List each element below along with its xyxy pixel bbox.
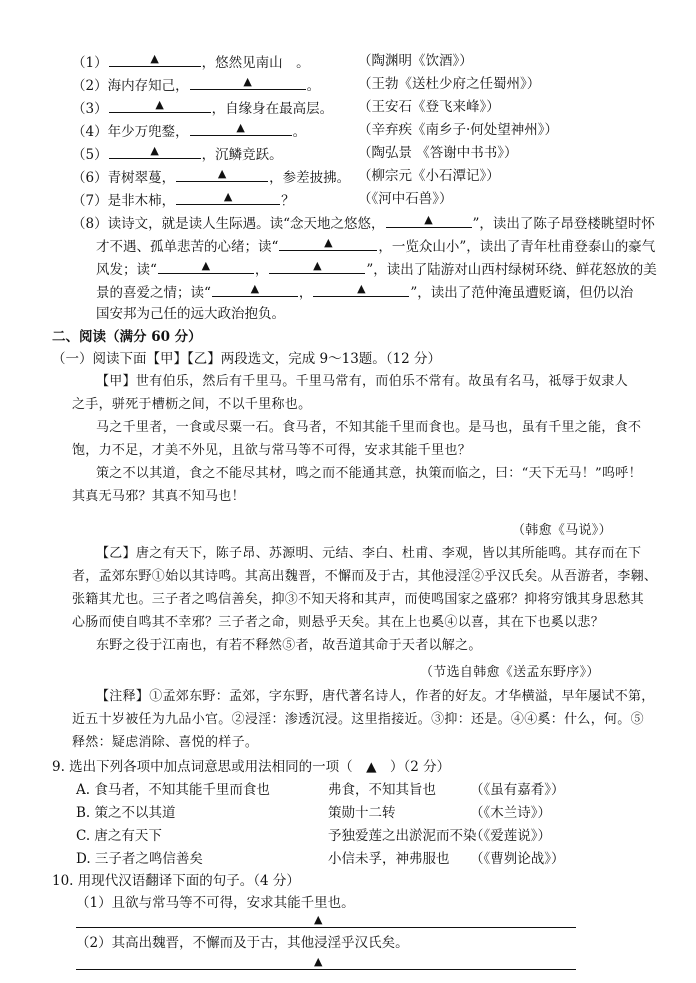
notes-line: 近五十岁被任为九品小官。②浸淫：渗透沉浸。这里指接近。③抑：还是。④④奚：什么，何。⑤ <box>72 712 644 727</box>
yi-passage-line: 者，孟郊东野①始以其诗鸣。其高出魏晋，不懈而及于古，其他浸淫②乎汉氏矣。从吾游者，李翱、 <box>72 569 658 584</box>
yi-source: （节选自韩愈《送孟东野序》） <box>420 665 600 680</box>
answer-blank[interactable] <box>176 190 280 205</box>
fill-item-8-line5: 国安邦为己任的远大政治抱负。 <box>96 306 285 322</box>
option-a-compare: 弗食，不知其旨也 <box>328 782 436 798</box>
yi-passage-line: 张籍其尤也。三子者之鸣信善矣，抑③不知天将和其声，而使鸣国家之盛邪？抑将穷饿其身思愁其 <box>72 592 644 607</box>
triangle-icon: ▲ <box>155 98 164 111</box>
option-c-compare: 予独爱莲之出淤泥而不染 <box>328 828 477 844</box>
answer-blank[interactable] <box>158 259 254 274</box>
answer-blank[interactable] <box>269 259 365 274</box>
source-citation: （《河中石兽》） <box>358 191 453 207</box>
source-citation: （王勃《送杜少府之任蜀州》） <box>358 76 541 92</box>
triangle-icon: ▲ <box>424 213 433 226</box>
triangle-icon: ▲ <box>314 913 323 926</box>
option-a-source: （《虽有嘉肴》） <box>470 782 565 798</box>
answer-blank[interactable] <box>109 98 211 113</box>
option-d[interactable]: D. 三子者之鸣信善矣 <box>76 851 203 867</box>
source-citation: （陶弘景 《答谢中书书》） <box>358 145 518 161</box>
option-d-compare: 小信未孚，神弗服也 <box>328 851 450 867</box>
source-citation: （陶渊明《饮酒》） <box>358 53 473 69</box>
triangle-icon: ▲ <box>217 167 227 180</box>
triangle-icon: ▲ <box>250 282 260 295</box>
notes-line: 释然：疑虑消除、喜悦的样子。 <box>72 735 259 750</box>
option-b-compare: 策勋十二转 <box>328 805 396 821</box>
answer-blank[interactable] <box>109 52 201 67</box>
fill-item-8-line4: 景的喜爱之情；读“ ▲ ， ▲ ”，读出了范仲淹虽遭贬谪，但仍以治 <box>96 282 634 301</box>
triangle-icon: ▲ <box>150 52 159 65</box>
jia-passage-line: 策之不以其道，食之不能尽其材，鸣之而不能通其意，执策而临之，曰：“天下无马！”呜呼！ <box>96 466 642 481</box>
option-b-source: （《木兰诗》） <box>470 805 551 821</box>
triangle-icon: ▲ <box>236 121 245 134</box>
answer-blank[interactable] <box>190 75 306 90</box>
option-c[interactable]: C. 唐之有天下 <box>76 828 162 844</box>
option-d-source: （《曹刿论战》） <box>470 851 565 867</box>
question-10-stem: 10. 用现代汉语翻译下面的句子。（4 分） <box>52 873 300 889</box>
triangle-icon: ▲ <box>324 236 333 249</box>
question-9-stem: 9. 选出下列各项中加点词意思或用法相同的一项（ ▲ ）（2 分） <box>52 759 451 775</box>
jia-source: （韩愈《马说》） <box>512 523 612 538</box>
answer-blank[interactable] <box>212 282 298 297</box>
item-number: （1） <box>72 55 108 71</box>
section-heading: 二、阅读（满分 60 分） <box>52 329 202 345</box>
triangle-icon: ▲ <box>243 75 252 88</box>
option-c-source: （《爱莲说》） <box>470 828 551 844</box>
jia-passage-line: 之手，骈死于槽枥之间，不以千里称也。 <box>72 397 312 412</box>
triangle-icon: ▲ <box>150 144 159 157</box>
answer-blank[interactable] <box>109 144 201 159</box>
fill-item-7: （7）是非木柿， ▲ ？ <box>72 190 295 209</box>
translate-sentence-2: （2）其高出魏晋，不懈而及于古，其他浸淫乎汉氏矣。 <box>76 935 409 951</box>
source-citation: （辛弃疾《南乡子·何处望神州》） <box>358 122 559 138</box>
answer-line-2[interactable] <box>76 969 576 970</box>
jia-passage-line: 其真无马邪？其真不知马也！ <box>72 489 245 504</box>
jia-passage-line: 马之千里者，一食或尽粟一石。食马者，不知其能千里而食也。是马也，虽有千里之能，食不 <box>96 420 642 435</box>
triangle-icon: ▲ <box>357 282 366 295</box>
fill-item-3: （3） ▲ ，自缘身在最高层。 <box>72 98 334 117</box>
answer-blank[interactable] <box>386 213 472 228</box>
yi-passage-line: 心肠而使自鸣其不幸邪？三子者之命，则悬乎天矣。其在上也奚④以喜，其在下也奚以悲？ <box>72 615 605 630</box>
answer-line-1[interactable] <box>76 927 576 928</box>
notes-line: 【注释】①孟郊东野：孟郊，字东野，唐代著名诗人，作者的好友。才华横溢，早年屡试不第， <box>96 689 655 704</box>
jia-passage-line: 饱，力不足，才美不外见，且欲与常马等不可得，安求其能千里也？ <box>72 443 472 458</box>
option-a[interactable]: A. 食马者，不知其能千里而食也 <box>76 782 270 798</box>
answer-blank[interactable] <box>190 121 292 136</box>
fill-item-5: （5） ▲ ，沉鳞竞跃。 <box>72 144 283 163</box>
fill-item-1: （1） ▲ ，悠然见南山 。 <box>72 52 310 71</box>
triangle-icon: ▲ <box>223 190 233 203</box>
fill-item-8-line2: 才不遇、孤单悲苦的心绪；读“ ▲ ，一览众山小”，读出了青年杜甫登泰山的豪气 <box>96 236 656 255</box>
option-b[interactable]: B. 策之不以其道 <box>76 805 176 821</box>
yi-passage-line: 东野之役于江南也，有若不释然⑤者，故吾道其命于天者以解之。 <box>96 638 482 653</box>
yi-passage-line: 【乙】唐之有天下，陈子昂、苏源明、元结、李白、杜甫、李观，皆以其所能鸣。其存而在下 <box>96 546 642 561</box>
answer-blank[interactable] <box>313 282 409 297</box>
subsection-heading: （一）阅读下面【甲】【乙】两段选文，完成 9～13题。（12 分） <box>52 351 442 367</box>
triangle-icon: ▲ <box>314 955 323 968</box>
fill-item-6: （6）青树翠蔓， ▲ ，参差披拂。 <box>72 167 351 186</box>
answer-blank[interactable] <box>176 167 268 182</box>
answer-blank[interactable] <box>279 236 377 251</box>
fill-item-4: （4）年少万兜鍪， ▲ 。 <box>72 121 307 140</box>
triangle-icon: ▲ <box>313 259 322 272</box>
source-citation: （柳宗元《小石潭记》） <box>358 168 500 184</box>
source-citation: （王安石《登飞来峰》） <box>358 99 500 115</box>
jia-passage-line: 【甲】世有伯乐，然后有千里马。千里马常有，而伯乐不常有。故虽有名马，祗辱于奴隶人 <box>96 374 629 389</box>
triangle-icon: ▲ <box>201 259 211 272</box>
translate-sentence-1: （1）且欲与常马等不可得，安求其能千里也。 <box>76 895 355 911</box>
fill-item-2: （2）海内存知己， ▲ 。 <box>72 75 321 94</box>
fill-item-8: （8）读诗文，就是读人生际遇。读“念天地之悠悠， ▲ ”，读出了陈子昂登楼眺望时怀 <box>72 213 655 232</box>
fill-item-8-line3: 风发；读“ ▲ ， ▲ ”，读出了陆游对山西村绿树环绕、鲜花怒放的美 <box>96 259 657 278</box>
